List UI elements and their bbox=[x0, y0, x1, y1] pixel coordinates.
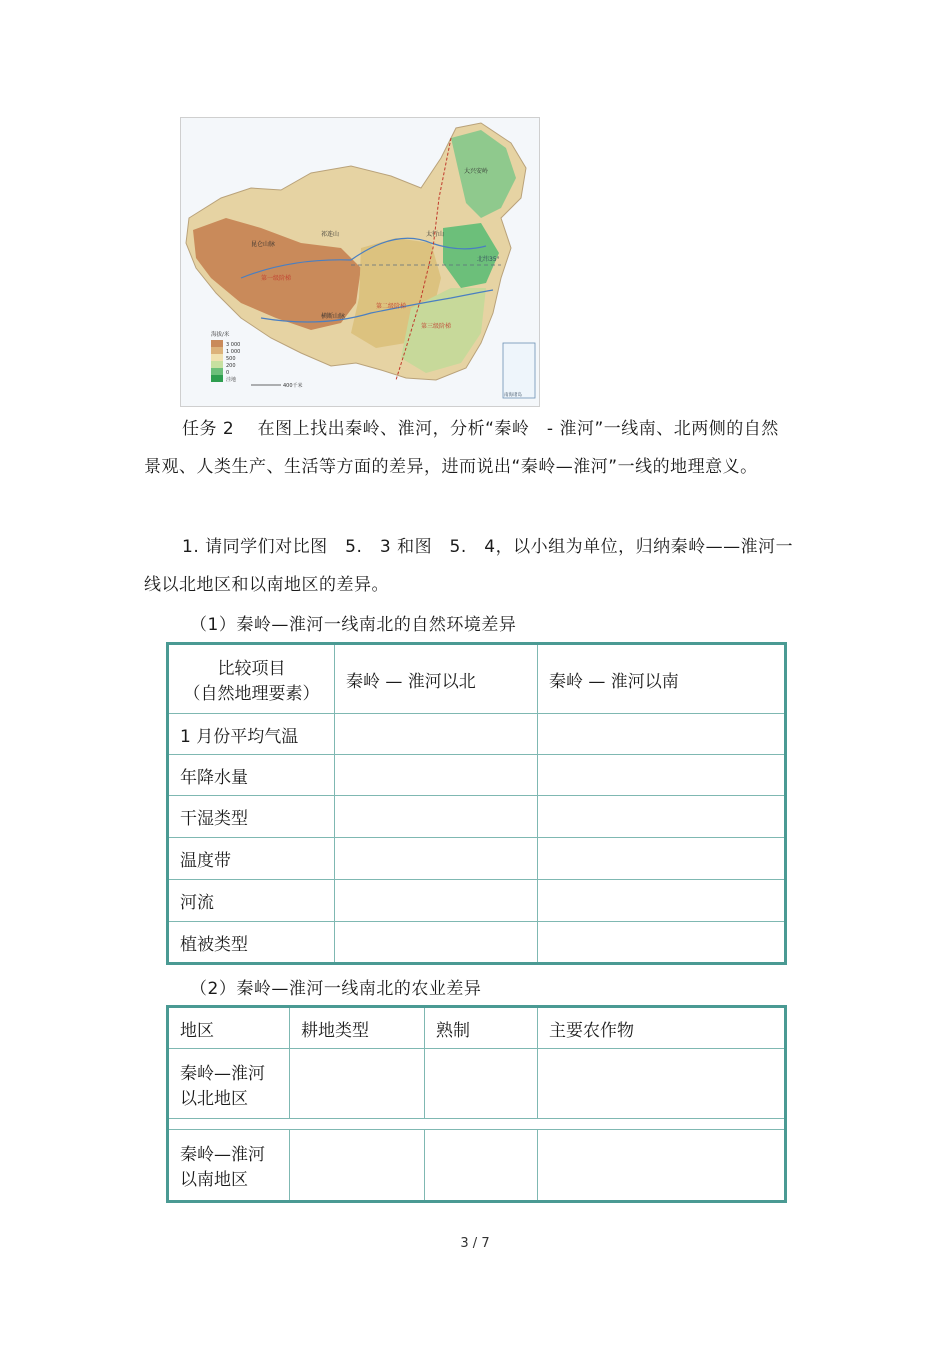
region-south-line-2: 以南地区 bbox=[180, 1170, 248, 1190]
table-spacer-row bbox=[168, 1119, 786, 1130]
step-two-label: 第二级阶梯 bbox=[376, 303, 407, 310]
row-label: 温度带 bbox=[168, 838, 335, 880]
north-cell[interactable] bbox=[335, 796, 538, 838]
row-label: 1 月份平均气温 bbox=[168, 714, 335, 755]
region-north-line-1: 秦岭—淮河 bbox=[180, 1063, 265, 1084]
row-label: 植被类型 bbox=[168, 922, 335, 964]
south-cell[interactable] bbox=[538, 796, 786, 838]
section-1-title: （1）秦岭—淮河一线南北的自然环境差异 bbox=[190, 615, 517, 635]
legend-item-2: 1 000 bbox=[226, 349, 241, 355]
daxinganling-label: 大兴安岭 bbox=[464, 168, 489, 175]
agriculture-table bbox=[166, 1005, 787, 1203]
north-crops-cell[interactable] bbox=[538, 1049, 786, 1119]
step-one-label: 第一级阶梯 bbox=[261, 275, 292, 282]
table-row bbox=[168, 880, 786, 922]
south-cell[interactable] bbox=[538, 922, 786, 964]
legend-item-6: 洼地 bbox=[226, 377, 237, 383]
south-cell[interactable] bbox=[538, 880, 786, 922]
step-three-label: 第三级阶梯 bbox=[421, 323, 452, 330]
north-cell[interactable] bbox=[335, 755, 538, 796]
legend-swatch-2 bbox=[211, 347, 223, 354]
north-cell[interactable] bbox=[335, 880, 538, 922]
north-farmland-cell[interactable] bbox=[290, 1049, 425, 1119]
table-row bbox=[168, 838, 786, 880]
legend-item-5: 0 bbox=[226, 370, 230, 376]
map-svg bbox=[181, 118, 539, 406]
row-label: 年降水量 bbox=[168, 755, 335, 796]
header-compare-items bbox=[168, 644, 335, 714]
legend-item-1: 3 000 bbox=[226, 342, 241, 348]
qilian-label: 祁连山 bbox=[321, 231, 340, 238]
legend-item-4: 200 bbox=[226, 363, 236, 369]
header-region: 地区 bbox=[168, 1007, 290, 1049]
table-row bbox=[168, 714, 786, 755]
legend-swatch-5 bbox=[211, 368, 223, 375]
region-south bbox=[168, 1130, 290, 1202]
inset-label: 南海诸岛 bbox=[504, 393, 522, 398]
natural-environment-table bbox=[166, 642, 787, 965]
table-row bbox=[168, 1130, 786, 1202]
spacer-cell bbox=[168, 1119, 786, 1130]
north-cropping-cell[interactable] bbox=[425, 1049, 538, 1119]
header-north: 秦岭 — 淮河以北 bbox=[335, 644, 538, 714]
header-line-2: （自然地理要素） bbox=[183, 684, 320, 704]
legend-swatch-3 bbox=[211, 354, 223, 361]
header-south: 秦岭 — 淮河以南 bbox=[538, 644, 786, 714]
north-cell[interactable] bbox=[335, 714, 538, 755]
latitude-label: 北纬35° bbox=[477, 256, 500, 263]
header-cropping-system: 熟制 bbox=[425, 1007, 538, 1049]
north-cell[interactable] bbox=[335, 838, 538, 880]
table-row bbox=[168, 755, 786, 796]
header-farmland-type: 耕地类型 bbox=[290, 1007, 425, 1049]
region-north-line-2: 以北地区 bbox=[180, 1088, 248, 1109]
table-row bbox=[168, 1049, 786, 1119]
row-label: 河流 bbox=[168, 880, 335, 922]
south-cell[interactable] bbox=[538, 755, 786, 796]
legend-swatch-6 bbox=[211, 375, 223, 382]
south-crops-cell[interactable] bbox=[538, 1130, 786, 1202]
task-2-paragraph: 任务 2 在图上找出秦岭、淮河，分析“秦岭 - 淮河”一线南、北两侧的自然景观、人类生产、生活等方面的差异，进而说出“秦岭—淮河”一线的地理意义。 bbox=[144, 419, 779, 477]
question-1-paragraph: 1. 请同学们对比图 5. 3 和图 5. 4，以小组为单位，归纳秦岭——淮河一线以北地区和以南地区的差异。 bbox=[144, 537, 794, 595]
china-topographic-map bbox=[180, 117, 540, 407]
legend-title: 海拔/米 bbox=[211, 332, 230, 338]
south-sea-inset bbox=[503, 343, 535, 398]
table-header-row bbox=[168, 1007, 786, 1049]
header-main-crops: 主要农作物 bbox=[538, 1007, 786, 1049]
table-header-row bbox=[168, 644, 786, 714]
legend-item-3: 500 bbox=[226, 356, 236, 362]
region-north bbox=[168, 1049, 290, 1119]
header-line-1: 比较项目 bbox=[217, 659, 286, 679]
south-farmland-cell[interactable] bbox=[290, 1130, 425, 1202]
south-cell[interactable] bbox=[538, 714, 786, 755]
row-label: 干湿类型 bbox=[168, 796, 335, 838]
taihang-label: 太行山 bbox=[426, 231, 445, 238]
kunlun-label: 昆仑山脉 bbox=[251, 241, 276, 248]
table-row bbox=[168, 796, 786, 838]
page-number: 3 / 7 bbox=[460, 1236, 490, 1251]
table-row bbox=[168, 922, 786, 964]
legend-swatch-1 bbox=[211, 340, 223, 347]
hengduan-label: 横断山脉 bbox=[321, 313, 346, 320]
legend-swatch-4 bbox=[211, 361, 223, 368]
section-2-title: （2）秦岭—淮河一线南北的农业差异 bbox=[190, 979, 482, 999]
scale-label: 400千米 bbox=[283, 383, 303, 389]
south-cropping-cell[interactable] bbox=[425, 1130, 538, 1202]
region-south-line-1: 秦岭—淮河 bbox=[180, 1145, 265, 1165]
south-cell[interactable] bbox=[538, 838, 786, 880]
north-cell[interactable] bbox=[335, 922, 538, 964]
